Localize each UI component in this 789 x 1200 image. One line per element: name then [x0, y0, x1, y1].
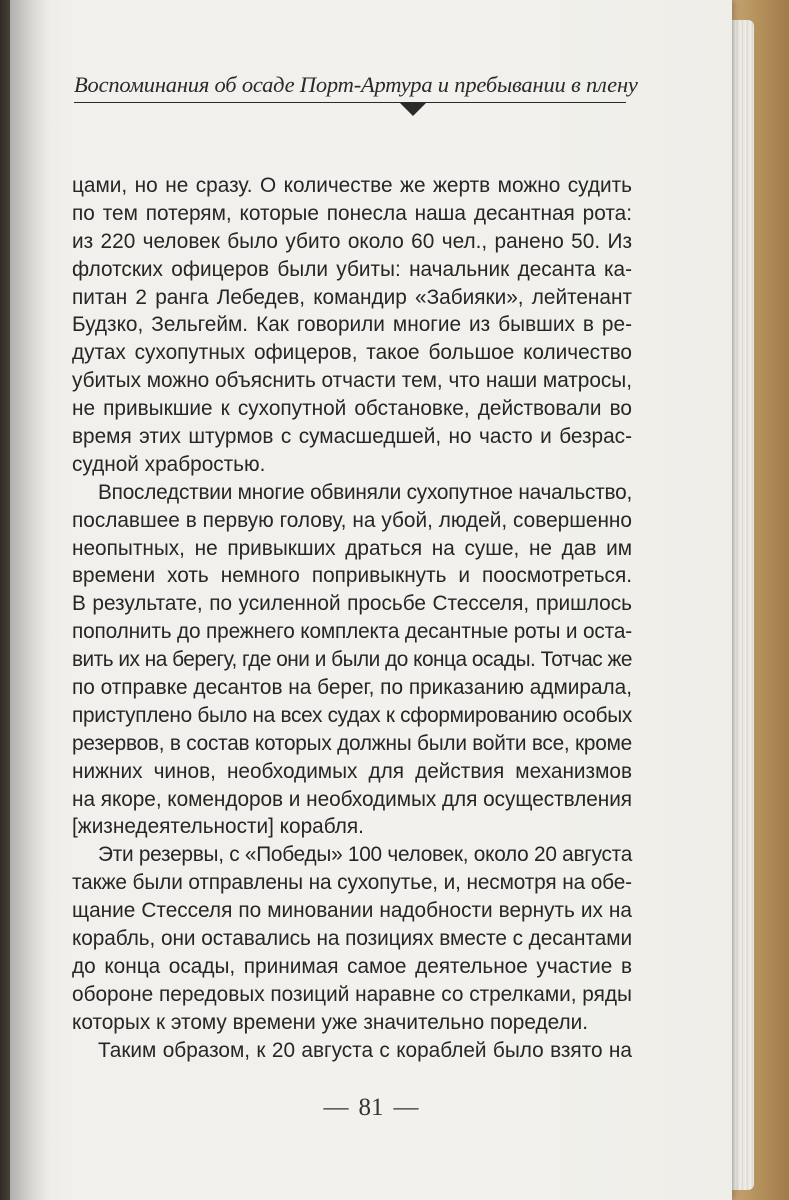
page-number: 81 [358, 1094, 384, 1121]
text-line: Эти резервы, с «Победы» 100 человек, около 20 августа [98, 843, 633, 867]
text-line: убитых можно объяснить отчасти тем, что наши матросы, [72, 369, 632, 393]
running-header [74, 70, 638, 110]
text-line: не привыкшие к сухопутной обстановке, действовали во [72, 397, 632, 421]
header-triangle-ornament [400, 103, 426, 116]
text-line: из 220 человек было убито около 60 чел., ранено 50. Из [72, 229, 632, 253]
text-line: [жизнедеятельности] корабля. [72, 815, 364, 839]
text-line: корабль, они оставались на позициях вместе с десантами [72, 927, 633, 951]
text-line: вить их на берегу, где они и были до конца осады. Тотчас же [72, 648, 633, 672]
text-line: дутах сухопутных офицеров, такое большое количество [72, 341, 632, 365]
text-line: судной храбростью. [72, 452, 266, 476]
text-line: В результате, по усиленной просьбе Стесселя, пришлось [72, 592, 632, 616]
text-line: по отправке десантов на берег, по приказанию адмирала, [72, 676, 632, 700]
text-line: пополнить до прежнего комплекта десантные роты и оста- [72, 620, 632, 644]
header-rule [74, 102, 626, 103]
text-line: также были отправлены на сухопутье, и, несмотря на обе- [72, 871, 633, 895]
paragraph [72, 172, 632, 479]
text-line: Таким образом, к 20 августа с кораблей было взято на [98, 1038, 632, 1062]
paragraph [72, 479, 632, 842]
text-line: флотских офицеров были убиты: начальник десанта ка- [72, 257, 632, 281]
text-line: обороне передовых позиций наравне со стрелками, ряды [72, 982, 632, 1006]
text-line: нижних чинов, необходимых для действия механизмов [72, 759, 632, 783]
text-line: щание Стесселя по миновании надобности вернуть их на [72, 899, 632, 923]
paragraph [72, 841, 632, 1036]
text-line: времени хоть немного попривыкнуть и поосмотреться. [72, 564, 632, 588]
text-line: неопытных, не привыкших драться на суше, не дав им [72, 536, 632, 560]
text-line: приступлено было на всех судах к сформированию особых [72, 703, 633, 727]
text-line: Впоследствии многие обвиняли сухопутное начальство, [98, 480, 633, 504]
book-page [10, 0, 732, 1200]
text-line: время этих штурмов с сумасшедшей, но часто и безрас- [72, 425, 632, 449]
page-number-dash-right: — [393, 1094, 419, 1121]
running-header-title: Воспоминания об осаде Порт-Артура и пребывании в плену [74, 72, 638, 97]
paragraph [72, 1037, 632, 1065]
text-line: Будзко, Зельгейм. Как говорили многие из бывших в ре- [72, 313, 632, 337]
page-number-footer [10, 1094, 732, 1122]
text-line: цами, но не сразу. О количестве же жертв можно судить [72, 174, 632, 197]
text-line: питан 2 ранга Лебедев, командир «Забияки», лейтенант [72, 285, 632, 309]
text-line: на якоре, комендоров и необходимых для осуществления [72, 787, 632, 811]
page-body [72, 172, 632, 1065]
text-line: до конца осады, принимая самое деятельное участие в [72, 954, 632, 978]
text-line: которых к этому времени уже значительно поредели. [72, 1010, 588, 1034]
gutter-shadow [10, 0, 50, 1200]
page-number-dash-left: — [323, 1094, 349, 1121]
text-line: резервов, в состав которых должны были войти все, кроме [72, 731, 633, 755]
text-line: пославшее в первую голову, на убой, людей, совершенно [72, 508, 632, 532]
text-line: по тем потерям, которые понесла наша десантная рота: [72, 201, 632, 225]
